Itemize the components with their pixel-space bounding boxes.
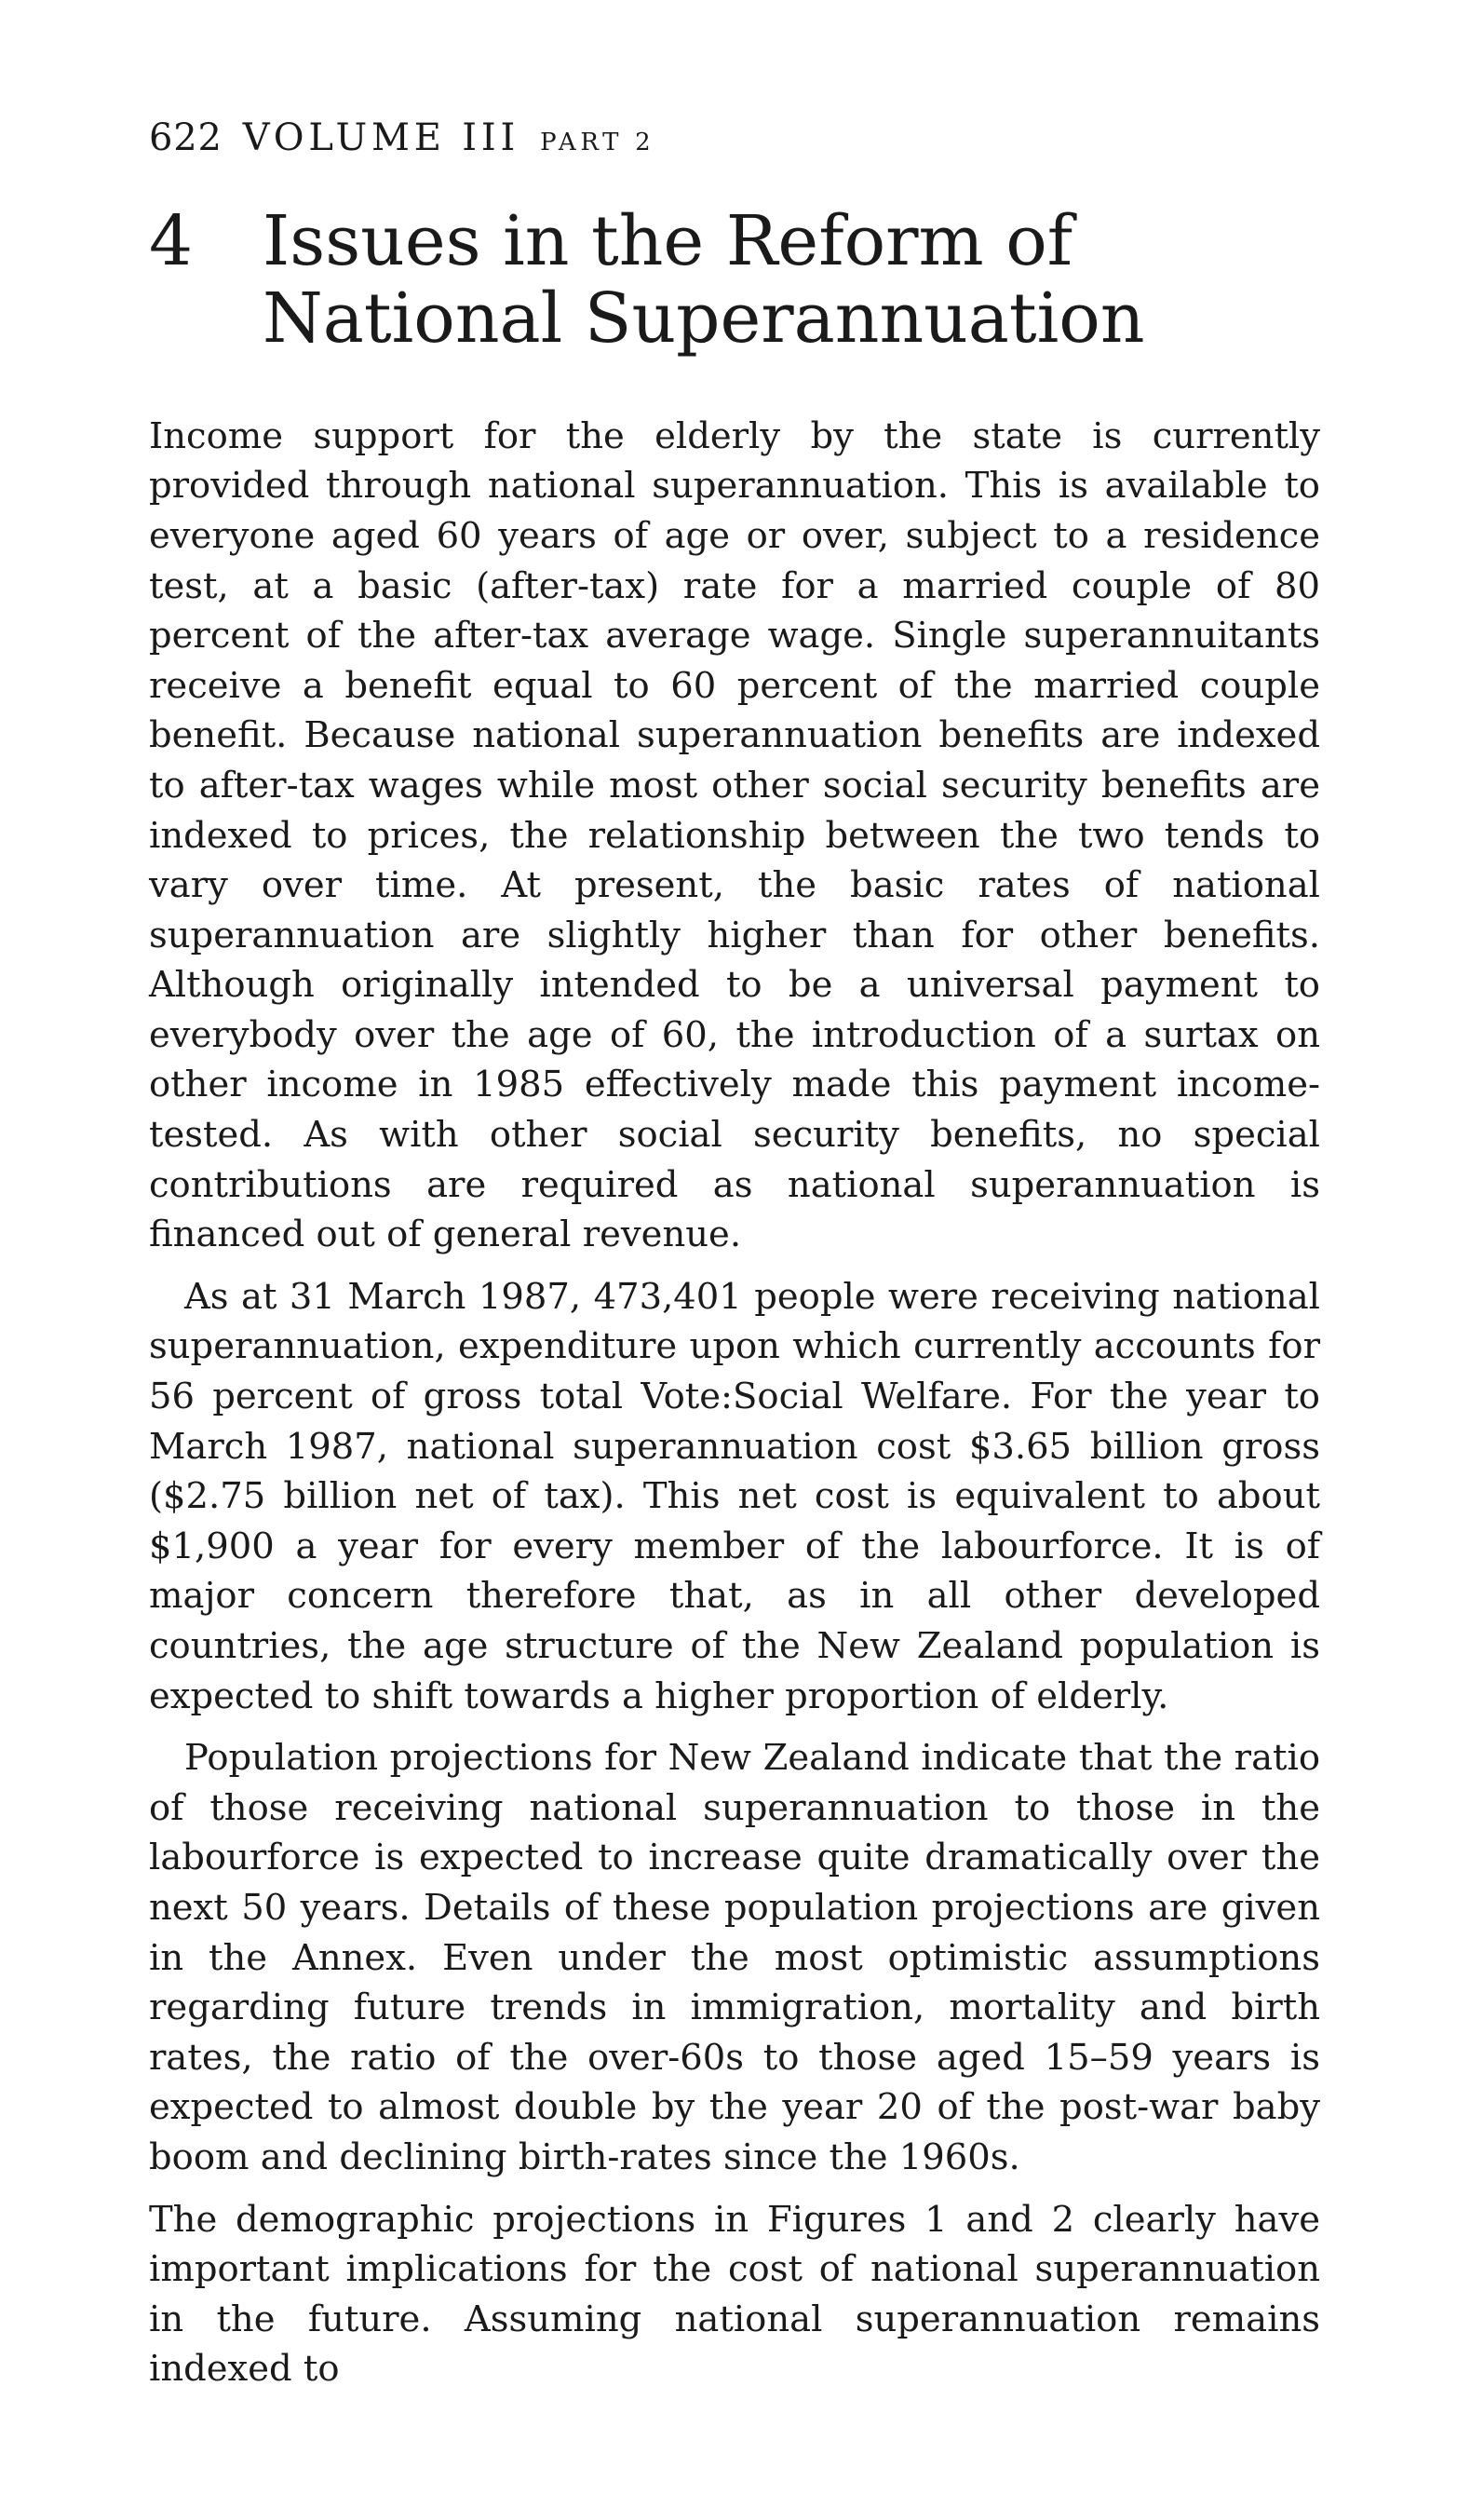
page-number: 622 — [149, 116, 223, 159]
body-text — [149, 412, 1320, 2394]
chapter-heading — [149, 203, 1320, 358]
paragraph-2: As at 31 March 1987, 473,401 people were receiving national superannuation, expenditure upon which currently accounts for 56 percent of gross total Vote:Social Welfare. For the year to March 1987, national superannuation cost $3.65 billion gross ($2.75 billion net of tax). This net cost is equivalent to about $1,900 a year for every member of the labourforce. It is of major concern therefore that, as in all other developed countries, the age structure of the New Zealand population is expected to shift towards a higher proportion of elderly. — [149, 1275, 1320, 1717]
part-label: PART 2 — [540, 129, 655, 156]
chapter-number: 4 — [149, 201, 194, 281]
paragraph-4: The demographic projections in Figures 1 and 2 clearly have important implications for the cost of national superannuation in the future. Assuming national superannuation remains indexed to — [149, 2198, 1320, 2391]
paragraph-1: Income support for the elderly by the state is currently provided through national superannuation. This is available to everyone aged 60 years of age or over, subject to a residence test, at a basic (after-tax) rate for a married couple of 80 percent of the after-tax average wage. Single superannuitants receive a benefit equal to 60 percent of the married couple benefit. Because national superannuation benefits are indexed to after-tax wages while most other social security benefits are indexed to prices, the relationship between the two tends to vary over time. At present, the basic rates of national superannuation are slightly higher than for other benefits. Although originally intended to be a universal payment to everybody over the age of 60, the introduction of a surtax on other income in 1985 effectively made this payment income-tested. As with other social security benefits, no special contributions are required as national superannuation is financed out of general revenue. — [149, 414, 1320, 1256]
chapter-title: Issues in the Reform of National Superannuation — [263, 201, 1145, 359]
document-page — [149, 116, 1320, 2406]
volume-label: VOLUME III — [242, 116, 520, 159]
paragraph-3: Population projections for New Zealand indicate that the ratio of those receiving national superannuation to those in the labourforce is expected to increase quite dramatically over the next 50 years. Details of these population projections are given in the Annex. Even under the most optimistic assumptions regarding future trends in immigration, mortality and birth rates, the ratio of the over-60s to those aged 15–59 years is expected to almost double by the year 20 of the post-war baby boom and declining birth-rates since the 1960s. — [149, 1737, 1320, 2178]
running-head — [149, 116, 1320, 159]
